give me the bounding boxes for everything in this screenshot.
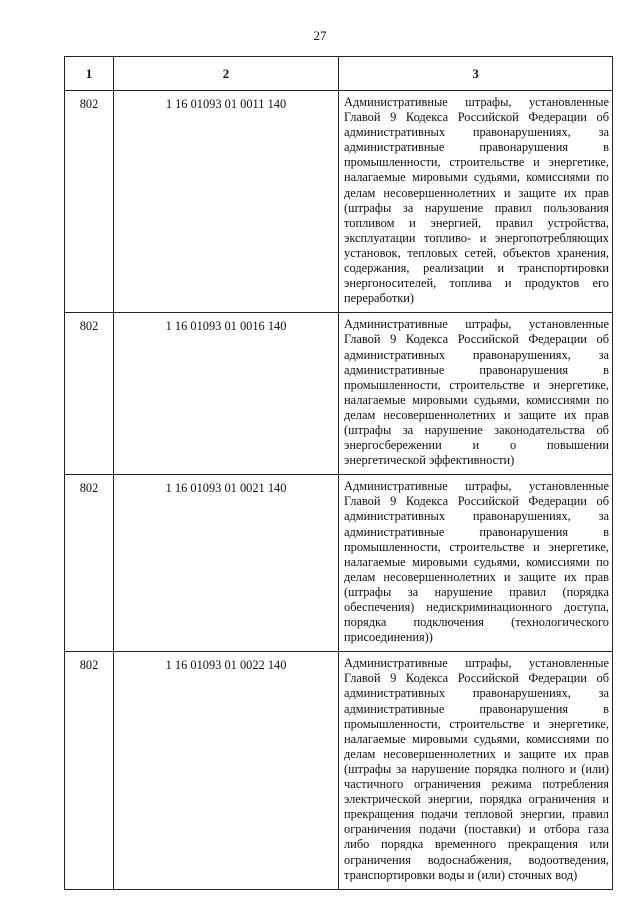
classification-table xyxy=(64,56,613,890)
header-row xyxy=(65,57,613,91)
description-cell: Административные штрафы, установленные Главой 9 Кодекса Российской Федерации об административных правонарушениях, за административные правонарушения в промышленности, строительстве и энергетике, налагаемые мировыми судьями, комиссиями по делам несовершеннолетних и защите их прав (штрафы за нарушение правил пользования топливом и энергией, правил устройства, эксплуатации топливо- и энергопотребляющих установок, тепловых сетей, объектов хранения, содержания, реализации и транспортировки энергоносителей, топлива и продуктов его переработки) xyxy=(339,91,613,313)
page-number: 27 xyxy=(313,28,327,43)
admin-code-cell: 802 xyxy=(65,475,114,652)
admin-code-cell: 802 xyxy=(65,652,114,889)
description-cell: Административные штрафы, установленные Главой 9 Кодекса Российской Федерации об административных правонарушениях, за административные правонарушения в промышленности, строительстве и энергетике, налагаемые мировыми судьями, комиссиями по делам несовершеннолетних и защите их прав (штрафы за нарушение законодательства об энергосбережении и о повышении энергетической эффективности) xyxy=(339,313,613,475)
description-cell: Административные штрафы, установленные Главой 9 Кодекса Российской Федерации об административных правонарушениях, за административные правонарушения в промышленности, строительстве и энергетике, налагаемые мировыми судьями, комиссиями по делам несовершеннолетних и защите их прав (штрафы за нарушение порядка полного и (или) частичного ограничения режима потребления электрической энергии, порядка ограничения и прекращения подачи тепловой энергии, правил ограничения подачи (поставки) и отбора газа либо порядка временного прекращения или ограничения водоснабжения, водоотведения, транспортировки воды и (или) сточных вод) xyxy=(339,652,613,889)
header-col-1: 1 xyxy=(65,57,114,91)
admin-code-cell: 802 xyxy=(65,313,114,475)
table-row xyxy=(65,652,613,889)
budget-code-cell: 1 16 01093 01 0021 140 xyxy=(114,475,339,652)
header-col-2: 2 xyxy=(114,57,339,91)
budget-code-cell: 1 16 01093 01 0022 140 xyxy=(114,652,339,889)
table-row xyxy=(65,313,613,475)
budget-code-cell: 1 16 01093 01 0011 140 xyxy=(114,91,339,313)
budget-code-cell: 1 16 01093 01 0016 140 xyxy=(114,313,339,475)
description-cell: Административные штрафы, установленные Главой 9 Кодекса Российской Федерации об административных правонарушениях, за административные правонарушения в промышленности, строительстве и энергетике, налагаемые мировыми судьями, комиссиями по делам несовершеннолетних и защите их прав (штрафы за нарушение правил (порядка обеспечения) недискриминационного доступа, порядка подключения (технологического присоединения)) xyxy=(339,475,613,652)
admin-code-cell: 802 xyxy=(65,91,114,313)
header-col-3: 3 xyxy=(339,57,613,91)
table-row xyxy=(65,475,613,652)
table-row xyxy=(65,91,613,313)
